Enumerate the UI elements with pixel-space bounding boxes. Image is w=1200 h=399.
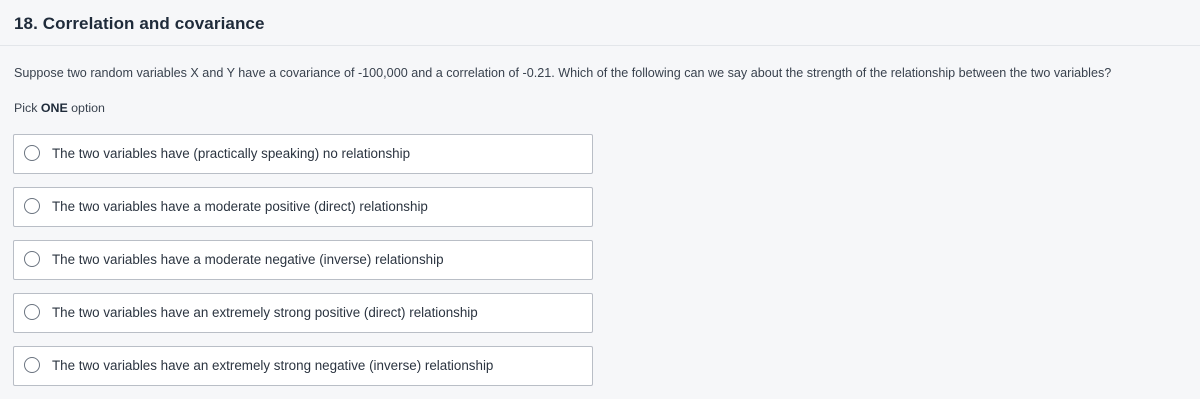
answer-option-label: The two variables have an extremely strong positive (direct) relationship [52,305,478,320]
instruction-emphasis: ONE [40,101,68,115]
radio-button-icon[interactable] [24,304,40,320]
answer-option-2[interactable] [13,187,593,227]
question-header [0,0,1200,46]
instruction-prefix: Pick [14,101,41,115]
answer-option-5[interactable] [13,346,593,386]
radio-button-icon[interactable] [24,357,40,373]
answer-option-label: The two variables have (practically speaking) no relationship [52,146,411,161]
answer-option-3[interactable] [13,240,593,280]
radio-button-icon[interactable] [24,198,40,214]
radio-button-icon[interactable] [24,145,40,161]
question-prompt: Suppose two random variables X and Y have a covariance of -100,000 and a correlation of -0.21. Which of the following can we say about the strength of the relationship between the two variables? [14,66,1112,80]
answer-option-label: The two variables have a moderate positive (direct) relationship [52,199,428,214]
answer-option-label: The two variables have a moderate negative (inverse) relationship [52,252,444,267]
question-title: 18. Correlation and covariance [14,14,265,33]
answer-option-4[interactable] [13,293,593,333]
answer-options [13,134,594,399]
answer-option-label: The two variables have an extremely strong negative (inverse) relationship [52,358,494,373]
answer-option-1[interactable] [13,134,593,174]
instruction-suffix: option [67,101,105,115]
answer-instruction [14,101,105,115]
radio-button-icon[interactable] [24,251,40,267]
